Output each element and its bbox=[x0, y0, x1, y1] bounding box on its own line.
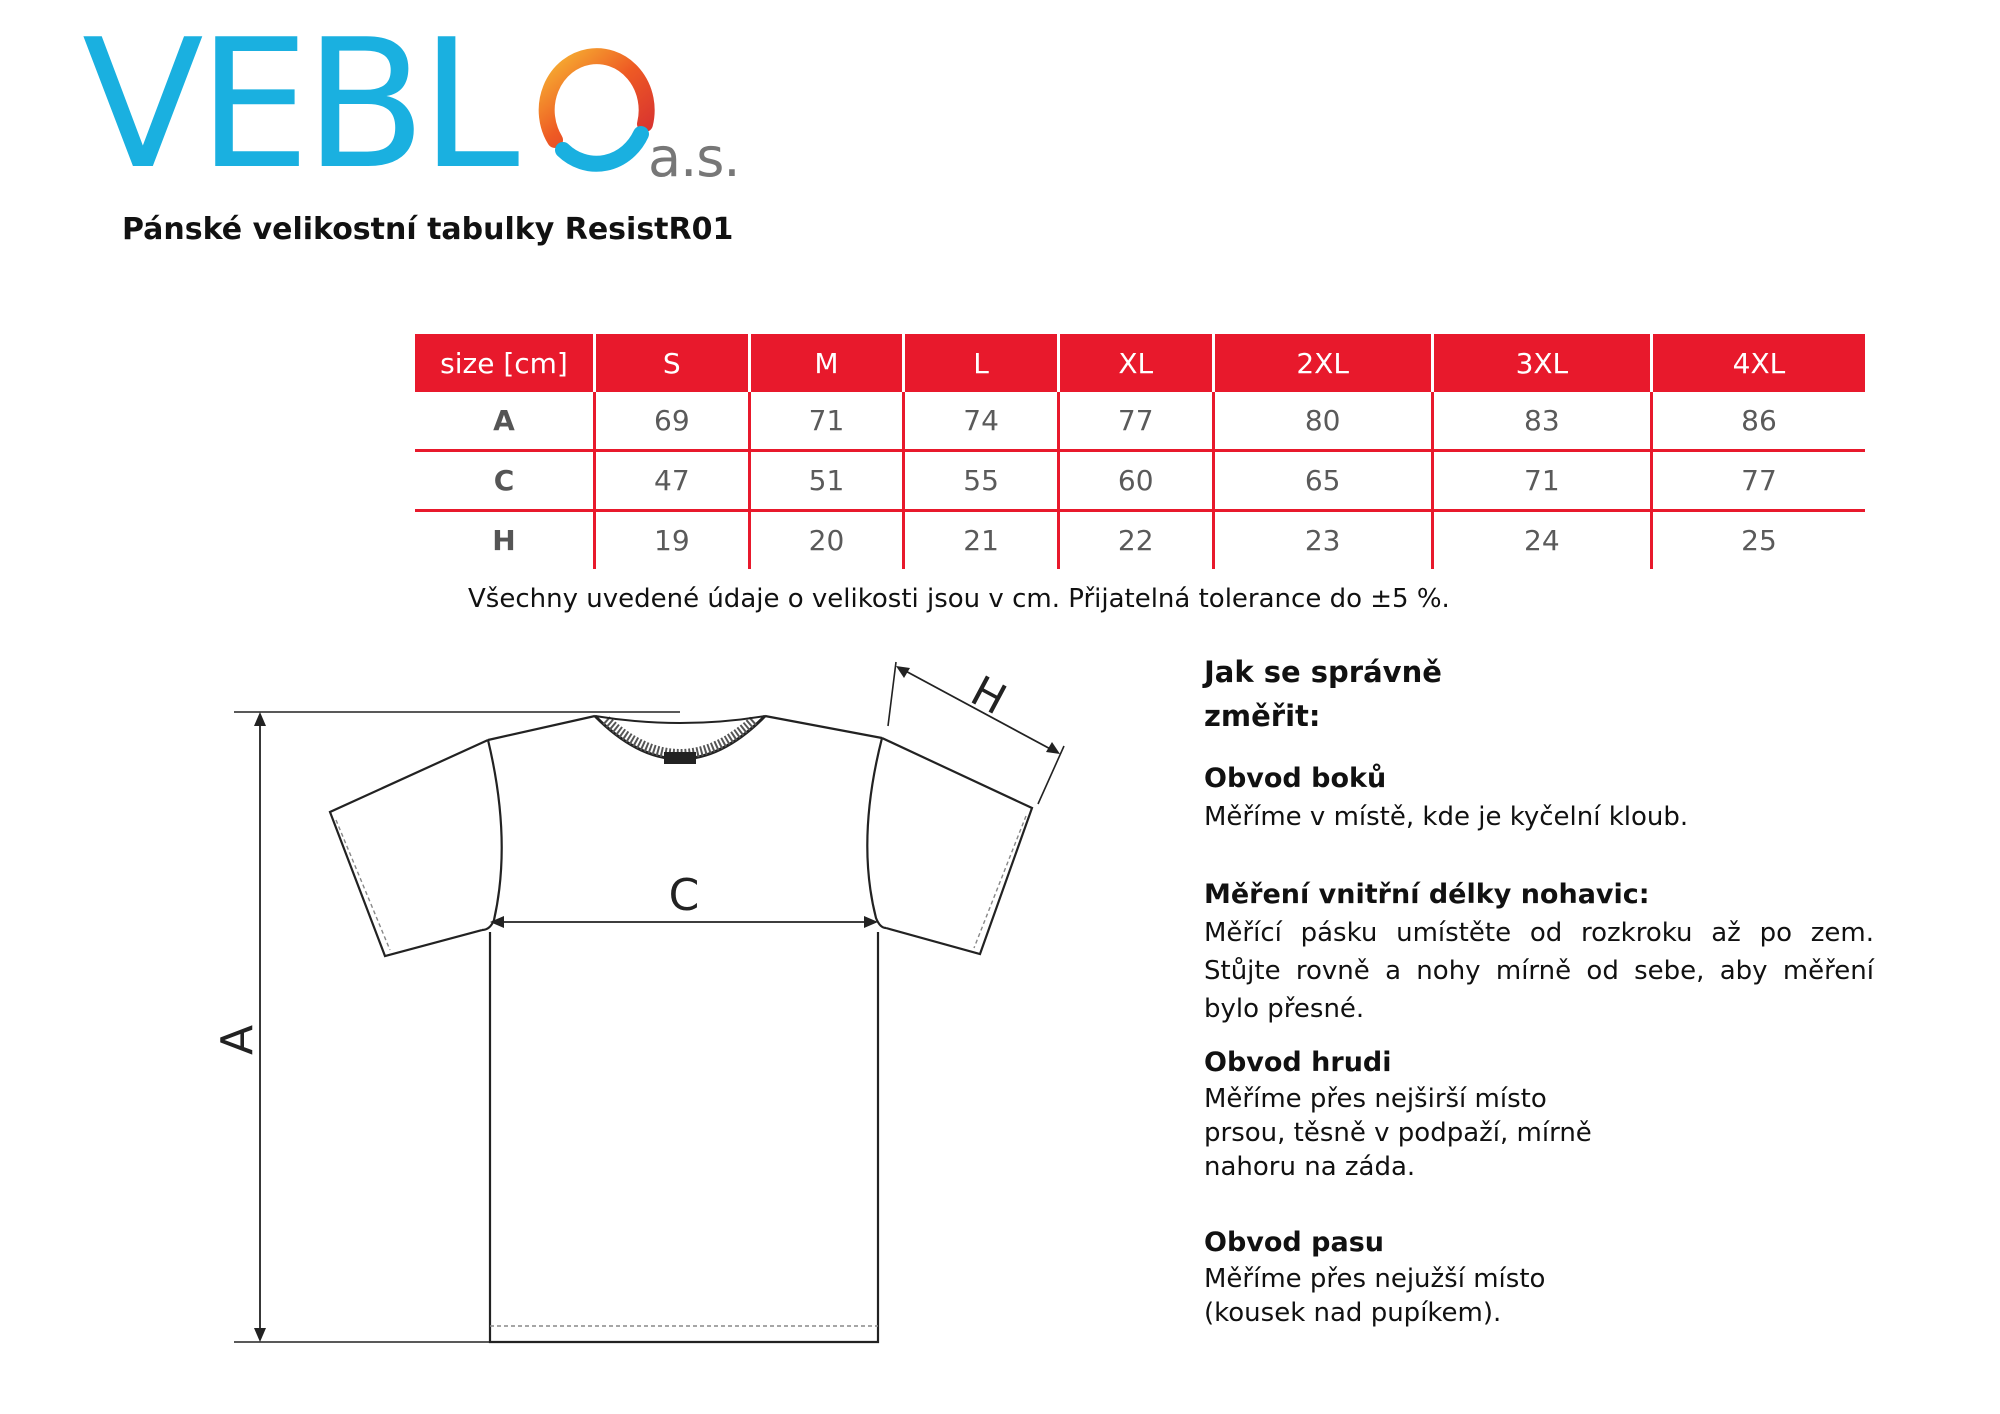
table-cell: 71 bbox=[1432, 451, 1651, 511]
table-cell: 47 bbox=[595, 451, 750, 511]
right-shoulder-line bbox=[765, 716, 882, 738]
column-header: S bbox=[595, 334, 750, 392]
column-header: XL bbox=[1058, 334, 1213, 392]
column-header: 3XL bbox=[1432, 334, 1651, 392]
table-cell: 77 bbox=[1651, 451, 1865, 511]
table-cell: 71 bbox=[749, 392, 904, 451]
vebl-logo bbox=[82, 1, 740, 208]
left-shoulder-line bbox=[488, 716, 595, 740]
left-sleeve bbox=[330, 740, 488, 956]
column-header: 4XL bbox=[1651, 334, 1865, 392]
table-row bbox=[415, 392, 1865, 451]
table-cell: 22 bbox=[1058, 511, 1213, 570]
left-armhole bbox=[482, 740, 502, 930]
section-body-waist: Měříme přes nejužší místo (kousek nad pupíkem). bbox=[1204, 1264, 1546, 1328]
collar-rib bbox=[606, 720, 754, 754]
measuring-guide bbox=[1204, 650, 1874, 1330]
tshirt-diagram bbox=[212, 660, 1100, 1360]
diagram-label-h: H bbox=[963, 666, 1015, 725]
table-cell: 21 bbox=[904, 511, 1059, 570]
section-title-chest: Obvod hrudi bbox=[1204, 1047, 1392, 1078]
table-cell: 77 bbox=[1058, 392, 1213, 451]
tolerance-note: Všechny uvedené údaje o velikosti jsou v cm. Přijatelná tolerance do ±5 %. bbox=[468, 584, 1450, 614]
table-cell: 51 bbox=[749, 451, 904, 511]
table-row bbox=[415, 451, 1865, 511]
left-sleeve-hem bbox=[336, 820, 390, 950]
logo-ring-icon bbox=[537, 44, 657, 174]
diagram-label-a: A bbox=[212, 1024, 263, 1056]
logo-brand-text: VEBL bbox=[82, 1, 514, 208]
table-cell: 60 bbox=[1058, 451, 1213, 511]
right-sleeve-hem bbox=[974, 816, 1026, 948]
row-label: H bbox=[415, 511, 595, 570]
right-sleeve bbox=[882, 738, 1032, 954]
neck-label-patch bbox=[664, 752, 696, 764]
table-cell: 80 bbox=[1213, 392, 1432, 451]
column-header: L bbox=[904, 334, 1059, 392]
h-guide-right bbox=[1038, 746, 1064, 804]
row-label: C bbox=[415, 451, 595, 511]
column-header: M bbox=[749, 334, 904, 392]
document-title: Pánské velikostní tabulky ResistR01 bbox=[122, 212, 734, 247]
tshirt-body bbox=[490, 932, 878, 1342]
table-cell: 65 bbox=[1213, 451, 1432, 511]
table-cell: 25 bbox=[1741, 524, 1777, 557]
column-header: 2XL bbox=[1213, 334, 1432, 392]
arrow-a-bottom bbox=[254, 1328, 266, 1342]
right-armhole bbox=[867, 738, 886, 928]
diagram-label-c: C bbox=[668, 870, 700, 921]
table-row bbox=[415, 511, 1865, 570]
table-cell: 23 bbox=[1213, 511, 1432, 570]
table-cell: 24 bbox=[1432, 511, 1651, 570]
table-cell: 19 bbox=[595, 511, 750, 570]
section-body-chest: Měříme přes nejširší místo prsou, těsně v podpaží, mírně nahoru na záda. bbox=[1204, 1084, 1592, 1182]
arrow-a-top bbox=[254, 712, 266, 726]
table-cell: 74 bbox=[904, 392, 1059, 451]
section-title-inseam: Měření vnitřní délky nohavic: bbox=[1204, 879, 1650, 910]
section-title-waist: Obvod pasu bbox=[1204, 1227, 1384, 1258]
measuring-guide-title: Jak se správně změřit: bbox=[1204, 655, 1442, 733]
row-label: A bbox=[415, 392, 595, 451]
collar-back bbox=[595, 716, 765, 723]
size-table bbox=[415, 334, 1865, 569]
table-cell: 69 bbox=[595, 392, 750, 451]
section-title-hips: Obvod boků bbox=[1204, 763, 1387, 794]
arrow-c-left bbox=[490, 916, 504, 928]
table-cell: 55 bbox=[904, 451, 1059, 511]
table-cell: 20 bbox=[749, 511, 904, 570]
table-cell: 86 bbox=[1651, 392, 1865, 451]
section-body-hips: Měříme v místě, kde je kyčelní kloub. bbox=[1204, 802, 1689, 832]
column-header: size [cm] bbox=[415, 334, 595, 392]
section-body-inseam: Měřící pásku umístěte od rozkroku až po zem. Stůjte rovně a nohy mírně od sebe, aby měření bylo přesné. bbox=[1204, 918, 1874, 1024]
logo-suffix: a.s. bbox=[648, 126, 740, 189]
h-guide-left bbox=[888, 662, 896, 726]
table-cell: 83 bbox=[1432, 392, 1651, 451]
size-table-header-row bbox=[415, 334, 1865, 392]
